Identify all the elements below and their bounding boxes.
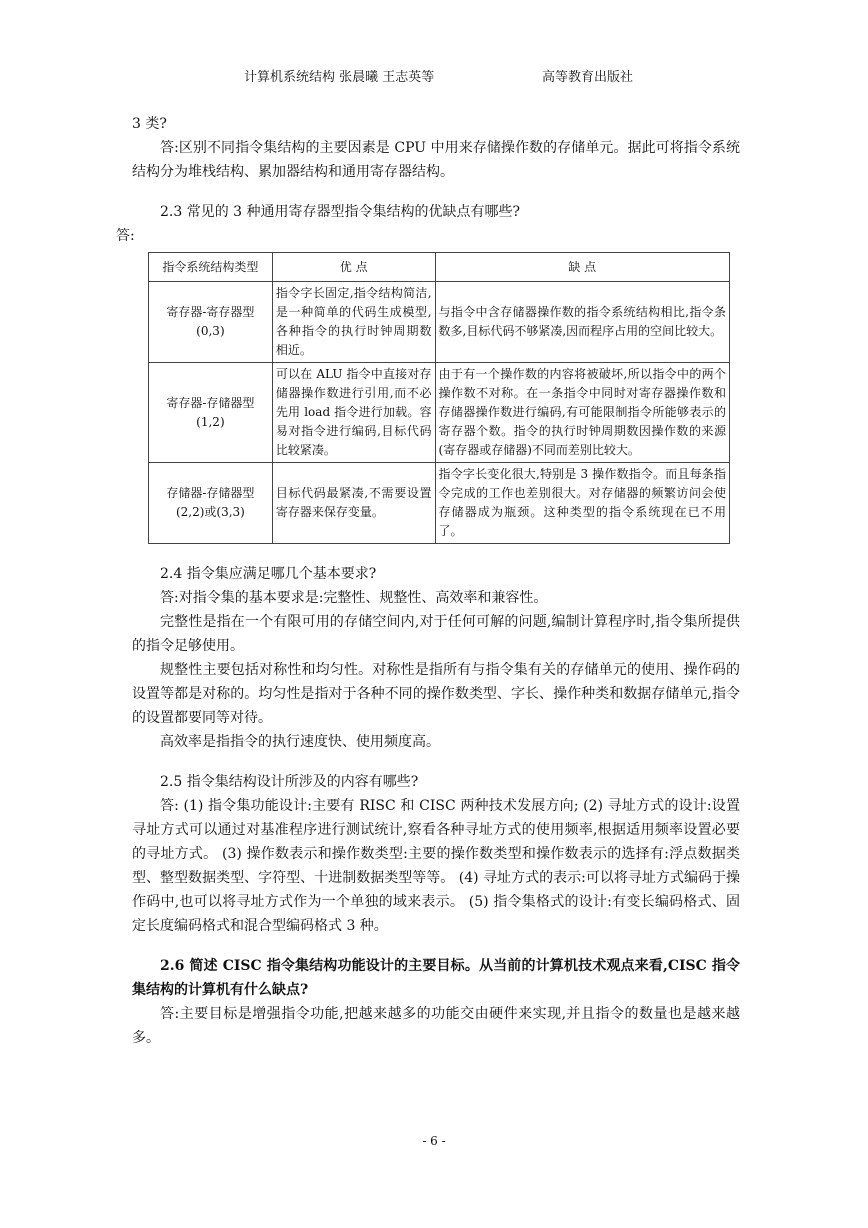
row-pros: 可以在 ALU 指令中直接对存储器操作数进行引用,而不必先用 load 指令进行加载。容易对指令进行编码,目标代码比较紧凑。 xyxy=(272,363,435,463)
q24-answer: 答:对指令集的基本要求是:完整性、规整性、高效率和兼容性。 xyxy=(160,590,548,606)
row-type-name: 存储器-存储器型 xyxy=(166,486,255,500)
row-type xyxy=(149,363,273,463)
table-row xyxy=(149,463,730,544)
row-type xyxy=(149,282,273,363)
row-type-notation: (2,2)或(3,3) xyxy=(175,505,245,519)
q24-efficiency: 高效率是指指令的执行速度快、使用频度高。 xyxy=(160,734,440,750)
row-type-name: 寄存器-寄存器型 xyxy=(166,305,255,319)
table-header-cons: 缺 点 xyxy=(435,253,729,282)
row-type-name: 寄存器-存储器型 xyxy=(166,395,255,410)
q24-completeness: 完整性是指在一个有限可用的存储空间内,对于任何可解的问题,编制计算程序时,指令集所提供的指令足够使用。 xyxy=(132,614,740,654)
row-pros: 目标代码最紧凑,不需要设置寄存器来保存变量。 xyxy=(272,463,435,544)
isa-comparison-table xyxy=(148,252,730,544)
page-header xyxy=(0,66,868,86)
table-row xyxy=(149,363,730,463)
header-publisher: 高等教育出版社 xyxy=(542,70,634,85)
table-row xyxy=(149,282,730,363)
row-type-notation: (0,3) xyxy=(196,324,225,338)
row-cons: 由于有一个操作数的内容将被破坏,所以指令中的两个操作数不对称。在一条指令中同时对寄存器操作数和存储器操作数进行编码,有可能限制指令所能够表示的寄存器个数。指令的执行时钟周期数因操作数的来源(寄存器或存储器)不同而差别比较大。 xyxy=(435,363,729,463)
row-pros: 指令字长固定,指令结构简洁,是一种简单的代码生成模型,各种指令的执行时钟周期数相近。 xyxy=(272,282,435,363)
q25-question: 2.5 指令集结构设计所涉及的内容有哪些? xyxy=(160,774,419,790)
row-cons: 指令字长变化很大,特别是 3 操作数指令。而且每条指令完成的工作也差别很大。对存储器的频繁访问会使存储器成为瓶颈。这种类型的指令系统现在已不用了。 xyxy=(435,463,729,544)
table-header-pros: 优 点 xyxy=(272,253,435,282)
table-header-row xyxy=(149,253,730,282)
q26-question: 2.6 简述 CISC 指令集结构功能设计的主要目标。从当前的计算机技术观点来看,CISC 指令集结构的计算机有什么缺点? xyxy=(132,958,740,998)
q23-question: 2.3 常见的 3 种通用寄存器型指令集结构的优缺点有哪些? xyxy=(160,204,521,220)
q22-tail: 3 类? xyxy=(132,116,167,132)
q25-answer: 答: (1) 指令集功能设计:主要有 RISC 和 CISC 两种技术发展方向; (2) 寻址方式的设计:设置寻址方式可以通过对基准程序进行测试统计,察看各种寻址方式的使用频率,根据适用频率设置必要的寻址方式。 (3) 操作数表示和操作数类型:主要的操作数类型和操作数表示的选择有:浮点数据类型、整型数据类型、字符型、十进制数据类型等等。 (4) 寻址方式的表示:可以将寻址方式编码于操作码中,也可以将寻址方式作为一个单独的域来表示。 (5) 指令集格式的设计:有变长编码格式、固定长度编码格式和混合型编码格式 3 种。 xyxy=(132,798,740,934)
row-type-notation: (1,2) xyxy=(196,414,225,429)
table-header-type: 指令系统结构类型 xyxy=(149,253,273,282)
header-book-title: 计算机系统结构 张晨曦 王志英等 xyxy=(244,70,435,85)
page-number: - 6 - xyxy=(422,1134,446,1148)
q24-regularity: 规整性主要包括对称性和均匀性。对称性是指所有与指令集有关的存储单元的使用、操作码的设置等都是对称的。均匀性是指对于各种不同的操作数类型、字长、操作种类和数据存储单元,指令的设置都要同等对待。 xyxy=(132,662,740,726)
q22-answer: 答:区别不同指令集结构的主要因素是 CPU 中用来存储操作数的存储单元。据此可将指令系统结构分为堆栈结构、累加器结构和通用寄存器结构。 xyxy=(132,140,740,180)
q26-answer: 答:主要目标是增强指令功能,把越来越多的功能交由硬件来实现,并且指令的数量也是越来越多。 xyxy=(132,1006,740,1046)
row-type xyxy=(149,463,273,544)
row-cons: 与指令中含存储器操作数的指令系统结构相比,指令条数多,目标代码不够紧凑,因而程序占用的空间比较大。 xyxy=(435,282,729,363)
q24-question: 2.4 指令集应满足哪几个基本要求? xyxy=(160,566,377,582)
page-content xyxy=(116,112,740,1050)
q23-answer-label: 答: xyxy=(116,228,135,244)
